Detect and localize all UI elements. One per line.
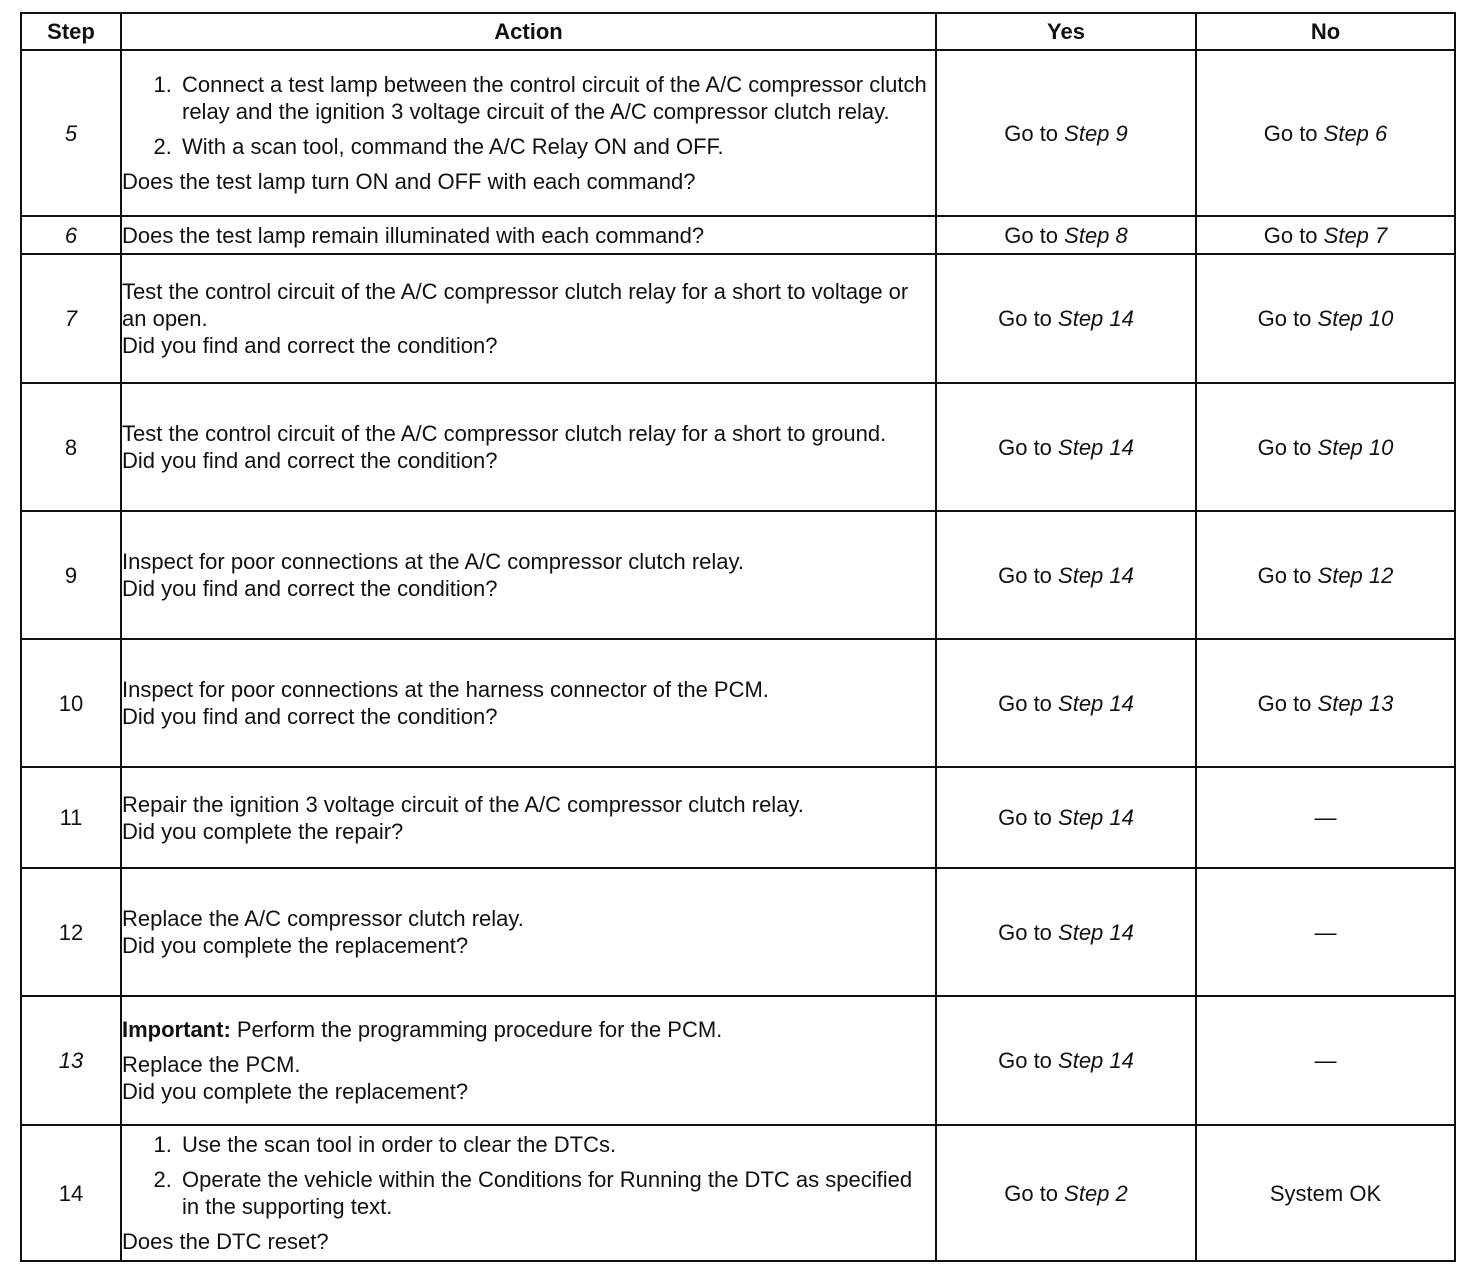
step-number: 6: [21, 216, 121, 254]
no-dash: —: [1314, 919, 1337, 945]
no-cell: [1196, 639, 1455, 767]
yes-cell: [936, 639, 1196, 767]
no-step-link: Step 6: [1323, 120, 1388, 146]
question-text: Did you complete the repair?: [122, 818, 404, 844]
action-text: Replace the A/C compressor clutch relay.: [122, 906, 524, 931]
yes-step-link: Step 14: [1058, 562, 1134, 588]
yes-prefix: Go to: [1004, 222, 1065, 248]
no-prefix: Go to: [1257, 434, 1318, 460]
no-cell: [1196, 996, 1455, 1125]
header-no: No: [1196, 13, 1455, 50]
no-dash: —: [1314, 805, 1337, 830]
no-step-link: Step 10: [1317, 306, 1394, 331]
yes-step-link: Step 14: [1058, 690, 1134, 716]
yes-step-link: Step 14: [1058, 805, 1134, 830]
step-number: 10: [21, 639, 121, 767]
no-cell: [1196, 1125, 1455, 1261]
important-label: Important:: [122, 1017, 231, 1042]
yes-cell: [936, 254, 1196, 383]
table-row: [21, 868, 1455, 996]
header-row: [21, 13, 1455, 50]
action-cell: [121, 383, 936, 511]
yes-cell: [936, 767, 1196, 868]
yes-step-link: Step 14: [1058, 306, 1134, 331]
no-cell: [1196, 511, 1455, 639]
action-cell: [121, 216, 936, 254]
yes-prefix: Go to: [998, 690, 1059, 716]
no-cell: [1196, 868, 1455, 996]
step-number: 7: [21, 254, 121, 383]
table-row: [21, 383, 1455, 511]
header-action: Action: [121, 13, 936, 50]
no-prefix: Go to: [1257, 562, 1318, 588]
question-text: Did you find and correct the condition?: [122, 704, 498, 729]
table-row: [21, 767, 1455, 868]
action-text: Repair the ignition 3 voltage circuit of the A/C compressor clutch relay.: [122, 791, 804, 817]
action-text: Replace the PCM.: [122, 1052, 301, 1077]
question-text: Does the DTC reset?: [122, 1229, 329, 1254]
yes-step-link: Step 9: [1064, 120, 1128, 146]
no-step-link: Step 12: [1317, 562, 1394, 588]
step-number: 8: [21, 383, 121, 511]
no-prefix: Go to: [1263, 222, 1324, 248]
yes-prefix: Go to: [998, 1048, 1059, 1073]
no-cell: [1196, 216, 1455, 254]
yes-cell: [936, 996, 1196, 1125]
action-cell: [121, 639, 936, 767]
header-step: Step: [21, 13, 121, 50]
yes-prefix: Go to: [1004, 1180, 1065, 1206]
yes-step-link: Step 8: [1064, 222, 1128, 248]
question-text: Did you find and correct the condition?: [122, 333, 498, 358]
table-row: [21, 511, 1455, 639]
yes-cell: [936, 383, 1196, 511]
action-cell: [121, 50, 936, 216]
step-number: 13: [21, 996, 121, 1125]
yes-prefix: Go to: [998, 434, 1059, 460]
step-number: 5: [21, 50, 121, 216]
action-step-item: 1. Connect a test lamp between the control circuit of the A/C compressor clutch relay and the ignition 3 voltage circuit of the A/C compressor clutch relay.: [178, 71, 935, 125]
action-step-item: 1. Use the scan tool in order to clear the DTCs.: [178, 1131, 935, 1158]
table-row: [21, 254, 1455, 383]
no-step-link: Step 10: [1317, 434, 1394, 460]
no-prefix: Go to: [1257, 690, 1318, 716]
no-prefix: Go to: [1263, 120, 1324, 146]
yes-cell: [936, 50, 1196, 216]
yes-prefix: Go to: [998, 919, 1059, 945]
action-steps-list: [122, 71, 935, 168]
question-text: Did you complete the replacement?: [122, 933, 469, 958]
diagnostic-table: [20, 12, 1456, 1262]
table-row: [21, 639, 1455, 767]
step-number: 14: [21, 1125, 121, 1261]
no-cell: [1196, 50, 1455, 216]
action-steps-list: [122, 1131, 935, 1228]
important-text: Perform the programming procedure for the PCM.: [230, 1017, 723, 1042]
no-dash: —: [1314, 1048, 1337, 1073]
yes-step-link: Step 2: [1064, 1180, 1128, 1206]
yes-cell: [936, 511, 1196, 639]
no-result: System OK: [1269, 1180, 1382, 1206]
yes-prefix: Go to: [998, 562, 1059, 588]
yes-cell: [936, 1125, 1196, 1261]
action-text: Inspect for poor connections at the harness connector of the PCM.: [122, 677, 769, 702]
yes-step-link: Step 14: [1058, 919, 1134, 945]
action-cell: [121, 868, 936, 996]
no-step-link: Step 7: [1323, 222, 1388, 248]
question-text: Did you find and correct the condition?: [122, 576, 498, 601]
yes-prefix: Go to: [998, 805, 1059, 830]
action-text: Inspect for poor connections at the A/C compressor clutch relay.: [122, 549, 745, 574]
table-row: [21, 1125, 1455, 1261]
question-text: Did you complete the replacement?: [122, 1079, 469, 1104]
yes-step-link: Step 14: [1058, 1048, 1134, 1073]
action-text: Test the control circuit of the A/C compressor clutch relay for a short to ground.: [122, 421, 887, 446]
yes-step-link: Step 14: [1058, 434, 1134, 460]
action-cell: [121, 511, 936, 639]
action-cell: [121, 254, 936, 383]
header-yes: Yes: [936, 13, 1196, 50]
step-number: 9: [21, 511, 121, 639]
step-number: 12: [21, 868, 121, 996]
important-note: [122, 1016, 935, 1043]
yes-prefix: Go to: [998, 306, 1059, 331]
table-row: [21, 996, 1455, 1125]
table-row: [21, 216, 1455, 254]
no-cell: [1196, 254, 1455, 383]
action-step-item: 2. With a scan tool, command the A/C Relay ON and OFF.: [178, 133, 935, 160]
no-cell: [1196, 383, 1455, 511]
yes-cell: [936, 216, 1196, 254]
no-cell: [1196, 767, 1455, 868]
yes-cell: [936, 868, 1196, 996]
action-text: Test the control circuit of the A/C compressor clutch relay for a short to voltage or an open.: [122, 279, 909, 331]
yes-prefix: Go to: [1004, 120, 1065, 146]
action-cell: [121, 996, 936, 1125]
question-text: Does the test lamp turn ON and OFF with each command?: [122, 169, 696, 194]
action-step-item: 2. Operate the vehicle within the Conditions for Running the DTC as specified in the supporting text.: [178, 1166, 935, 1220]
action-cell: [121, 1125, 936, 1261]
question-text: Does the test lamp remain illuminated with each command?: [122, 222, 705, 248]
action-cell: [121, 767, 936, 868]
no-step-link: Step 13: [1317, 690, 1394, 716]
table-row: [21, 50, 1455, 216]
no-prefix: Go to: [1257, 306, 1318, 331]
question-text: Did you find and correct the condition?: [122, 448, 498, 473]
step-number: 11: [21, 767, 121, 868]
